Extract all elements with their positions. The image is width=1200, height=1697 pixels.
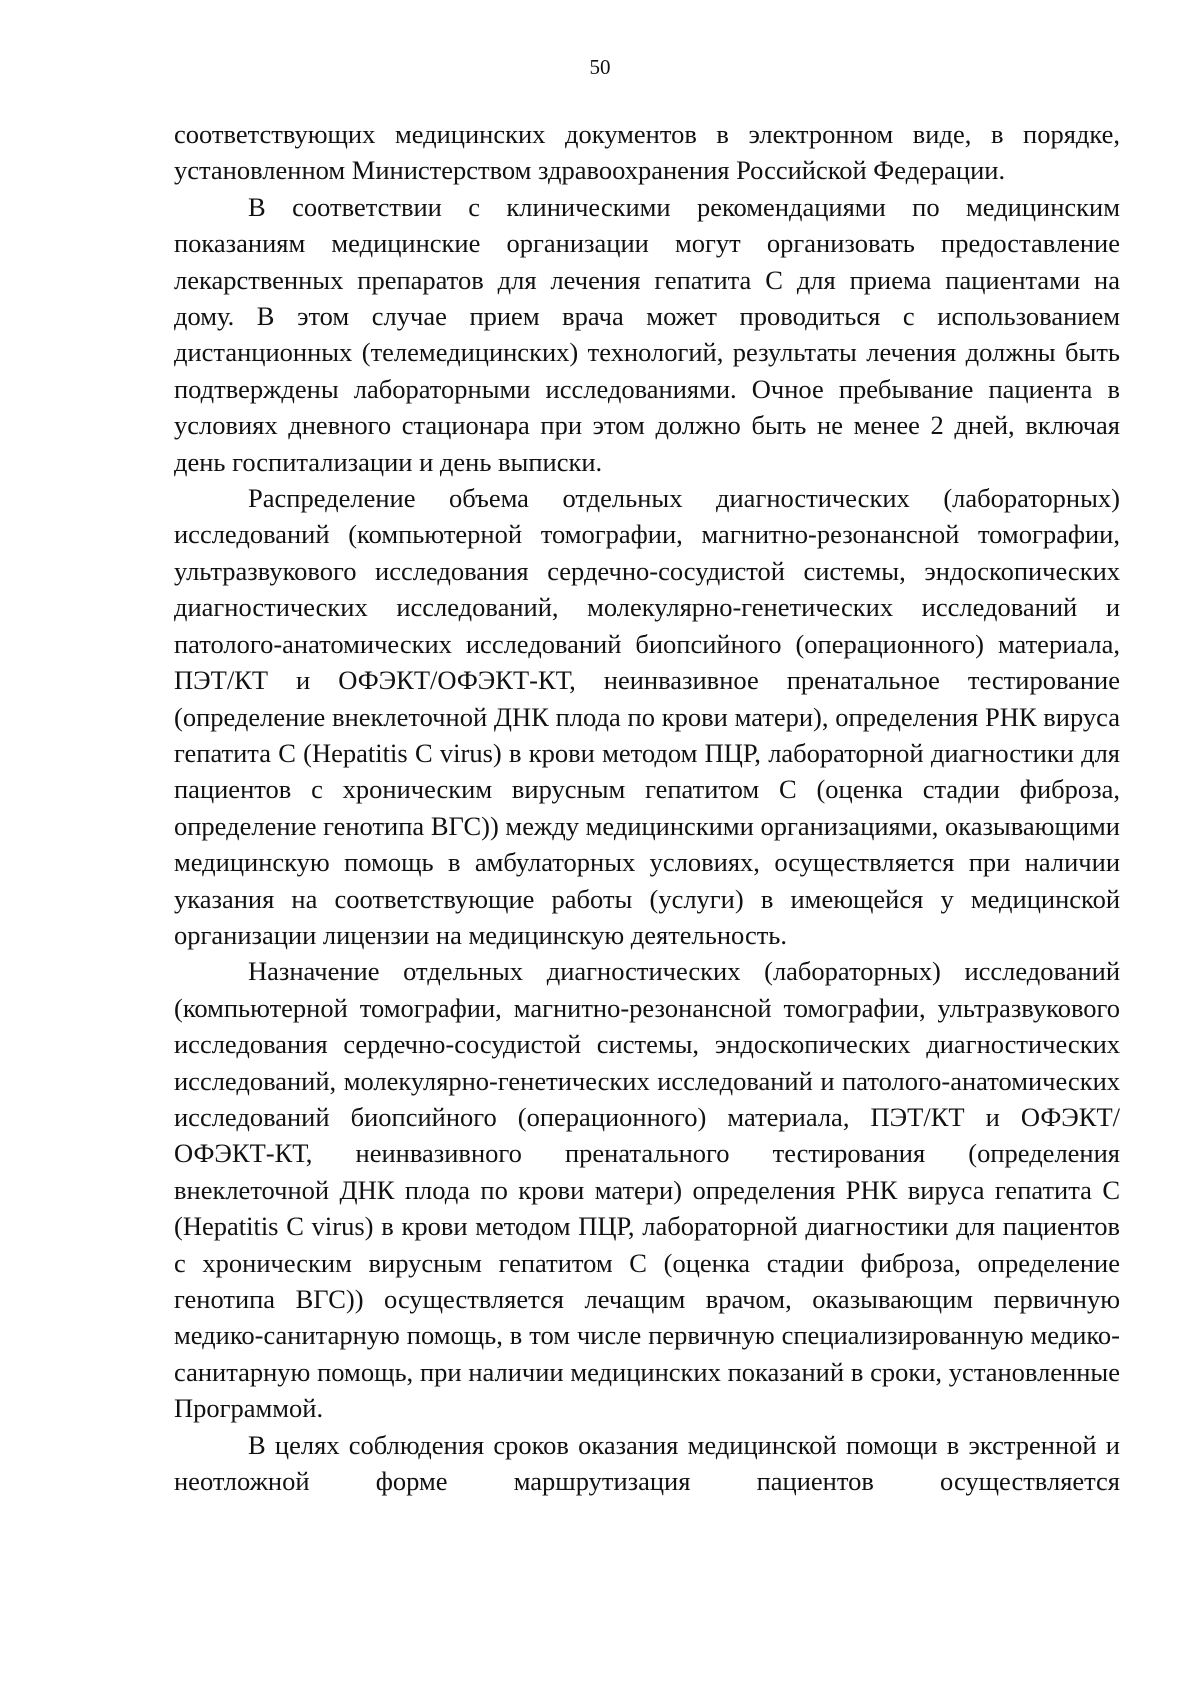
paragraph-diagnostic-prescription: Назначение отдельных диагностических (лабораторных) исследований (компьютерной томографии, магнитно-резонансной томографии, ультразвукового исследования сердечно-сосудистой системы, эндоскопических диагностических исследований, молекулярно-генетических исследований и патолого-анатомических исследований биопсийного (операционного) материала, ПЭТ/КТ и ОФЭКТ/ОФЭКТ-КТ, неинвазивного пренатального тестирования (определения внеклеточной ДНК плода по крови матери) определения РНК вируса гепатита С (Hepatitis C virus) в крови методом ПЦР, лабораторной диагностики для пациентов с хроническим вирусным гепатитом С (оценка стадии фиброза, определение генотипа ВГС)) осуществляется лечащим врачом, оказывающим первичную медико-санитарную помощь, в том числе первичную специализированную медико-санитарную помощь, при наличии медицинских показаний в сроки, установленные Программой.: [174, 956, 1120, 1424]
paragraph-diagnostic-volume-distribution: Распределение объема отдельных диагностических (лабораторных) исследований (компьютерной томографии, магнитно-резонансной томографии, ультразвукового исследования сердечно-сосудистой системы, эндоскопических диагностических исследований, молекулярно-генетических исследований и патолого-анатомических исследований биопсийного (операционного) материала, ПЭТ/КТ и ОФЭКТ/ОФЭКТ-КТ, неинвазивное пренатальное тестирование (определение внеклеточной ДНК плода по крови матери), определения РНК вируса гепатита С (Hepatitis C virus) в крови методом ПЦР, лабораторной диагностики для пациентов с хроническим вирусным гепатитом С (оценка стадии фиброза, определение генотипа ВГС)) между медицинскими организациями, оказывающими медицинскую помощь в амбулаторных условиях, осуществляется при наличии указания на соответствующие работы (услуги) в имеющейся у медицинской организации лицензии на медицинскую деятельность.: [174, 483, 1120, 950]
page-number: 50: [589, 55, 611, 79]
document-body: [174, 116, 1120, 1499]
paragraph-telemedicine-hepatitis-c: В соответствии с клиническими рекомендациями по медицинским показаниям медицинские организации могут организовать предоставление лекарственных препаратов для лечения гепатита С для приема пациентами на дому. В этом случае прием врача может проводиться с использованием дистанционных (телемедицинских) технологий, результаты лечения должны быть подтверждены лабораторными исследованиями. Очное пребывание пациента в условиях дневного стационара при этом должно быть не менее 2 дней, включая день госпитализации и день выписки.: [174, 191, 1120, 477]
paragraph-continuation: соответствующих медицинских документов в электронном виде, в порядке, установленном Министерством здравоохранения Российской Федерации.: [174, 119, 1120, 186]
paragraph-emergency-routing: В целях соблюдения сроков оказания медицинской помощи в экстренной и неотложной форме маршрутизация пациентов осуществляется: [174, 1429, 1120, 1497]
